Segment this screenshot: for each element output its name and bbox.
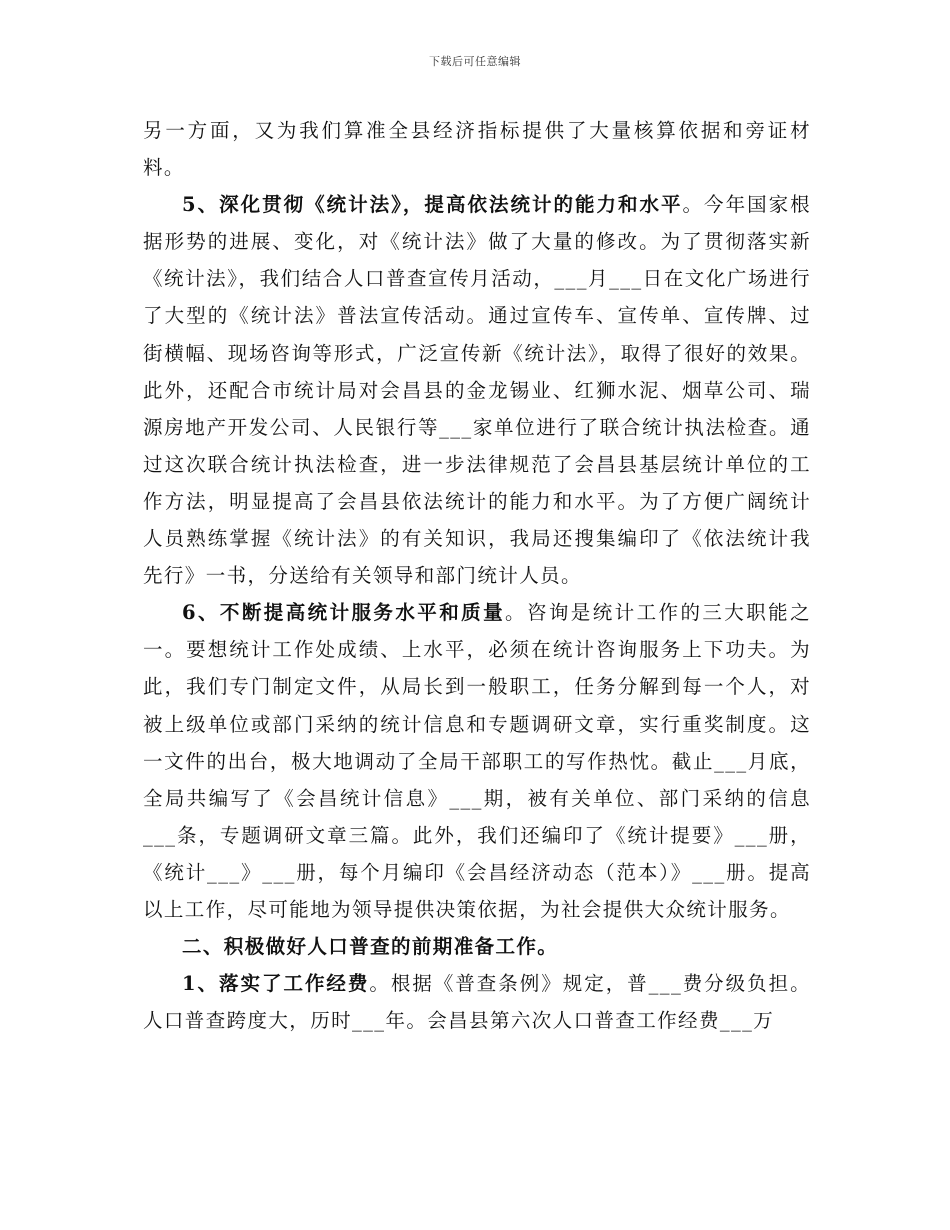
paragraph-text: 。今年国家根据形势的进展、变化，对《统计法》做了大量的修改。为了贯彻落实新《统计法》，我们结合人口普查宣传月活动，___月___日在文化广场进行了大型的《统计法》普法宣传活动。通过宣传车、宣传单、宣传牌、过街横幅、现场咨询等形式，广泛宣传新《统计法》，取得了很好的效果。此外，还配合市统计局对会昌县的金龙锡业、红狮水泥、烟草公司、瑞源房地产开发公司、人民银行等___家单位进行了联合统计执法检查。通过这次联合统计执法检查，进一步法律规范了会昌县基层统计单位的工作方法，明显提高了会昌县依法统计的能力和水平。为了方便广阔统计人员熟练掌握《统计法》的有关知识，我局还搜集编印了《依法统计我先行》一书，分送给有关领导和部门统计人员。 <box>143 193 811 588</box>
paragraph-heading: 5、深化贯彻《统计法》，提高依法统计的能力和水平 <box>182 193 683 217</box>
document-body <box>143 112 811 1039</box>
paragraph <box>143 594 811 928</box>
paragraph-text: 。咨询是统计工作的三大职能之一。要想统计工作处成绩、上水平，必须在统计咨询服务上下功夫。为此，我们专门制定文件，从局长到一般职工，任务分解到每一个人，对被上级单位或部门采纳的统计信息和专题调研文章，实行重奖制度。这一文件的出台，极大地调动了全局干部职工的写作热忱。截止___月底，全局共编写了《会昌统计信息》___期，被有关单位、部门采纳的信息___条，专题调研文章三篇。此外，我们还编印了《统计提要》___册，《统计___》___册，每个月编印《会昌经济动态（范本）》___册。提高以上工作，尽可能地为领导提供决策依据，为社会提供大众统计服务。 <box>143 601 811 921</box>
paragraph-text: 。根据《普查条例》规定，普___费分级负担。人口普查跨度大，历时___年。会昌县第六次人口普查工作经费___万 <box>143 972 811 1033</box>
paragraph-heading: 6、不断提高统计服务水平和质量 <box>182 601 506 625</box>
page-header: 下载后可任意编辑 <box>429 55 521 68</box>
paragraph <box>143 965 811 1039</box>
paragraph-text: 另一方面，又为我们算准全县经济指标提供了大量核算依据和旁证材料。 <box>143 119 811 180</box>
paragraph <box>143 112 811 186</box>
paragraph-heading: 1、落实了工作经费 <box>182 972 370 996</box>
paragraph <box>143 186 811 594</box>
section-heading-text: 二、积极做好人口普查的前期准备工作。 <box>182 935 559 959</box>
section-heading <box>143 928 811 965</box>
